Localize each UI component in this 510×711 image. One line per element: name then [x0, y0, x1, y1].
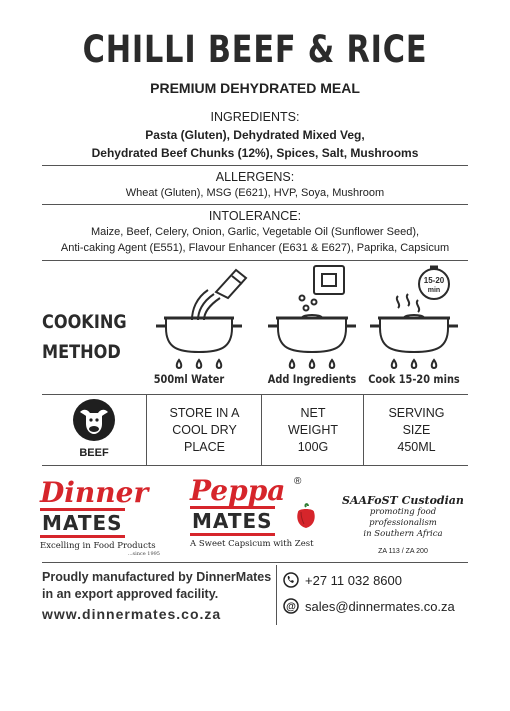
divider	[42, 204, 468, 205]
email-address: sales@dinnermates.co.za	[305, 598, 455, 614]
peppa-script: Peppa	[190, 474, 286, 507]
cooking-title-line-1: COOKING	[42, 311, 127, 333]
ingredients-heading: INGREDIENTS:	[210, 110, 300, 124]
timer-text-1: 15-20	[423, 276, 445, 285]
storage-line-3: PLACE	[184, 439, 225, 454]
serving-size-cell	[365, 395, 468, 465]
manufacturer-line-2: in an export approved facility.	[42, 587, 219, 601]
manufacturer-line-1: Proudly manufactured by DinnerMates	[42, 570, 272, 584]
grid-divider	[261, 395, 262, 465]
ingredients-line-1: Pasta (Gluten), Dehydrated Mixed Veg,	[145, 128, 365, 142]
intolerance-line-2: Anti-caking Agent (E551), Flavour Enhancer (E631 & E627), Paprika, Capsicum	[60, 242, 450, 254]
divider	[42, 562, 468, 563]
beef-label: BEEF	[79, 447, 109, 459]
at-sign-icon	[283, 598, 299, 614]
allergens-line: Wheat (Gluten), MSG (E621), HVP, Soya, Mushroom	[125, 187, 385, 199]
saafost-code: ZA 113 / ZA 200	[378, 548, 428, 555]
dinner-script: Dinner	[40, 476, 149, 509]
cooking-method-title	[42, 307, 127, 367]
step-label-cook: Cook 15-20 mins	[368, 372, 460, 386]
capsicum-icon	[292, 502, 320, 530]
storage-cell	[148, 395, 261, 465]
timer-text-2: min	[427, 287, 441, 294]
pot-cooking-timer-icon	[364, 262, 464, 370]
dinner-since: ...since 1995	[127, 551, 160, 557]
saafost-name: SAAFoST Custodian	[342, 494, 464, 507]
footer-divider	[276, 565, 277, 625]
divider	[42, 260, 468, 261]
peppa-registered: ®	[294, 476, 302, 487]
manufacturer-statement	[42, 569, 271, 603]
svg-text:@: @	[286, 601, 296, 613]
peppa-block: MATES	[192, 509, 273, 533]
phone-contact[interactable]	[283, 572, 402, 588]
intolerance-heading: INTOLERANCE:	[208, 209, 302, 223]
intolerance-line-1: Maize, Beef, Celery, Onion, Garlic, Vegetable Oil (Sunflower Seed),	[90, 226, 420, 238]
dinner-block: MATES	[42, 511, 123, 535]
pot-add-ingredients-icon	[262, 262, 362, 370]
allergens-heading: ALLERGENS:	[215, 170, 295, 184]
storage-line-1: STORE IN A	[169, 405, 240, 420]
saafost-line-2: in Southern Africa	[363, 529, 443, 539]
website-link[interactable]: www.dinnermates.co.za	[42, 606, 222, 622]
storage-line-2: COOL DRY	[172, 422, 237, 437]
step-label-water: 500ml Water	[153, 372, 225, 386]
dinner-tagline: Excelling in Food Products	[40, 541, 156, 551]
grid-divider	[363, 395, 364, 465]
net-line-3: 100G	[297, 439, 329, 454]
step-label-ingredients: Add Ingredients	[267, 372, 357, 386]
divider	[42, 165, 468, 166]
cooking-title-line-2: METHOD	[42, 341, 121, 363]
beef-badge	[42, 395, 146, 465]
saafost-line-1: promoting food professionalism	[369, 507, 437, 528]
phone-icon	[283, 572, 299, 588]
serving-line-2: SIZE	[402, 422, 431, 437]
peppa-tagline: A Sweet Capsicum with Zest	[190, 539, 314, 549]
info-grid	[42, 394, 468, 466]
email-contact[interactable]	[283, 598, 455, 614]
cow-icon	[72, 398, 116, 442]
dinner-mates-logo	[40, 478, 175, 557]
net-line-2: WEIGHT	[288, 422, 338, 437]
product-subtitle: PREMIUM DEHYDRATED MEAL	[150, 80, 360, 96]
serving-line-3: 450ML	[397, 439, 436, 454]
phone-number: +27 11 032 8600	[305, 572, 402, 588]
ingredients-line-2: Dehydrated Beef Chunks (12%), Spices, Salt, Mushrooms	[91, 146, 419, 160]
peppa-mates-logo	[190, 476, 330, 549]
serving-line-1: SERVING	[388, 405, 445, 420]
grid-divider	[146, 395, 147, 465]
net-line-1: NET	[300, 405, 326, 420]
saafost-logo	[338, 494, 468, 555]
product-title: CHILLI BEEF & RICE	[82, 28, 428, 71]
pot-pouring-water-icon	[148, 262, 258, 370]
net-weight-cell	[263, 395, 363, 465]
